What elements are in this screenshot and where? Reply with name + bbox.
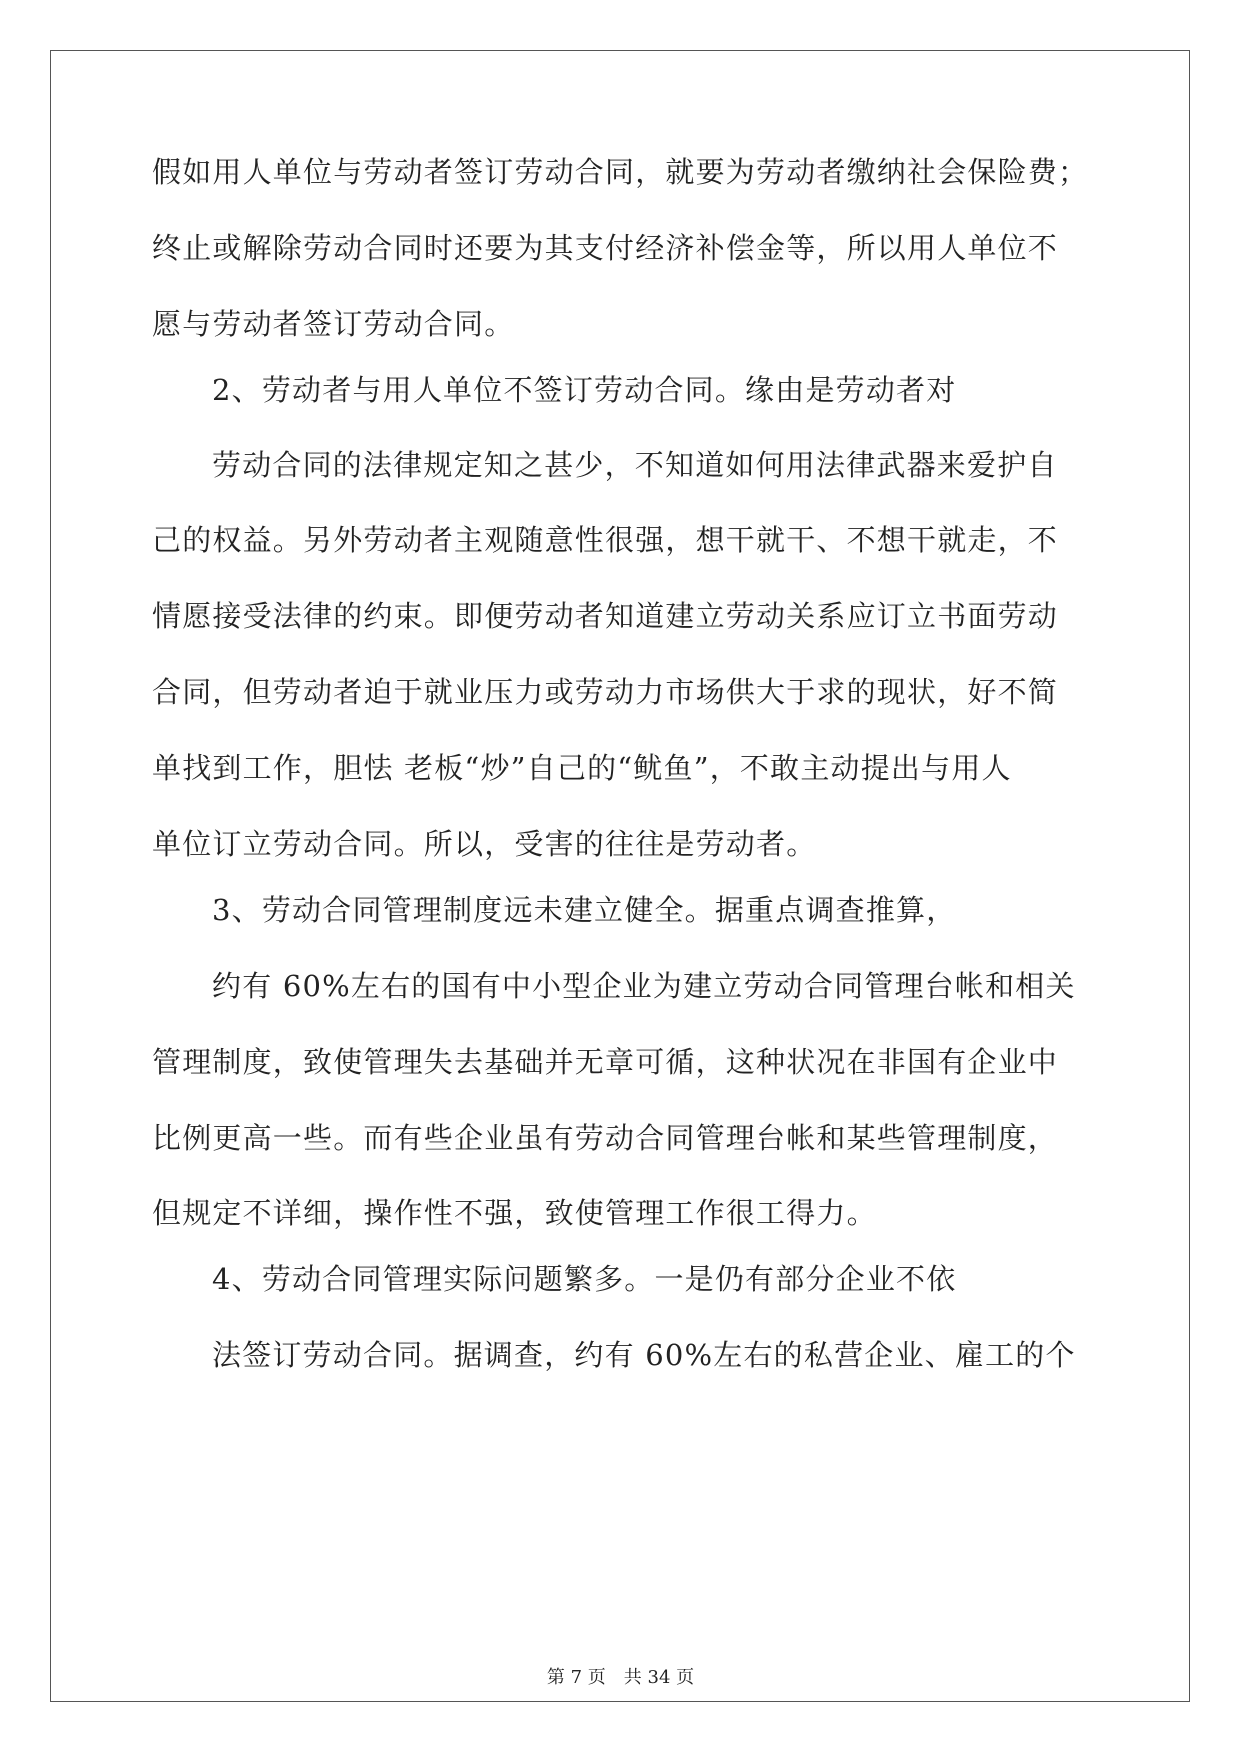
body-line: 假如用人单位与劳动者签订劳动合同，就要为劳动者缴纳社会保险费；: [152, 155, 1089, 189]
body-line: 管理制度，致使管理失去基础并无章可循，这种状况在非国有企业中: [152, 1045, 1059, 1079]
body-line: 合同，但劳动者迫于就业压力或劳动力市场供大于求的现状，好不简: [152, 675, 1059, 709]
body-line: 比例更高一些。而有些企业虽有劳动合同管理台帐和某些管理制度，: [152, 1121, 1059, 1155]
body-line: 单位订立劳动合同。所以，受害的往往是劳动者。: [152, 827, 817, 861]
body-line: 约有 60%左右的国有中小型企业为建立劳动合同管理台帐和相关: [212, 969, 1076, 1003]
page-number: 第 7 页: [546, 1667, 606, 1688]
body-line: 情愿接受法律的约束。即便劳动者知道建立劳动关系应订立书面劳动: [152, 599, 1059, 633]
body-line: 3、劳动合同管理制度远未建立健全。据重点调查推算，: [212, 893, 957, 927]
page-total: 共 34 页: [623, 1667, 695, 1688]
body-line: 愿与劳动者签订劳动合同。: [152, 307, 515, 341]
body-line: 劳动合同的法律规定知之甚少，不知道如何用法律武器来爱护自: [212, 448, 1058, 482]
body-line: 单找到工作，胆怯 老板“炒”自己的“鱿鱼”，不敢主动提出与用人: [152, 751, 1012, 785]
body-line: 但规定不详细，操作性不强，致使管理工作很工得力。: [152, 1196, 877, 1230]
page-frame: [50, 50, 1190, 1702]
body-line: 4、劳动合同管理实际问题繁多。一是仍有部分企业不依: [212, 1262, 957, 1296]
body-line: 2、劳动者与用人单位不签订劳动合同。缘由是劳动者对: [212, 373, 957, 407]
body-line: 法签订劳动合同。据调查，约有 60%左右的私营企业、雇工的个: [212, 1338, 1076, 1372]
body-line: 己的权益。另外劳动者主观随意性很强，想干就干、不想干就走，不: [152, 523, 1059, 557]
body-line: 终止或解除劳动合同时还要为其支付经济补偿金等，所以用人单位不: [152, 231, 1059, 265]
page-footer: [0, 1663, 1241, 1689]
